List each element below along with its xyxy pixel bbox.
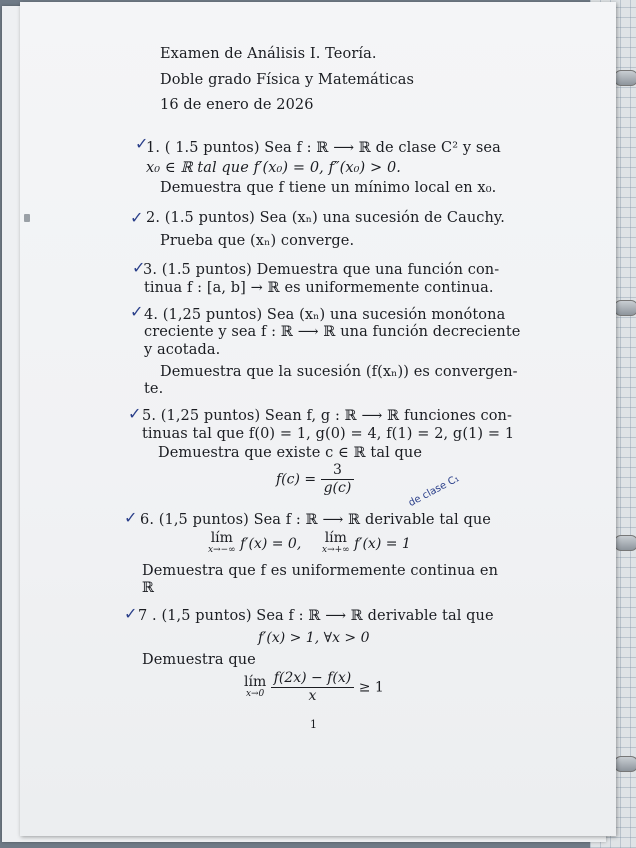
q6-line3: ℝ xyxy=(142,580,155,596)
q7-fraction xyxy=(271,670,355,705)
q6-limit-b xyxy=(322,532,411,556)
q7-frac-numerator: f(2x) − f(x) xyxy=(271,670,355,688)
checkmark-q6: ✓ xyxy=(124,508,138,527)
q6-lim-a-operator xyxy=(208,532,236,556)
handwritten-note: de clase C₁ xyxy=(406,473,462,509)
q6-lim-b-sub: x→+∞ xyxy=(322,545,350,555)
q7-frac-denominator: x xyxy=(308,688,317,704)
q7-lim-word: lím xyxy=(244,673,267,690)
q6-lim-a-sub: x→−∞ xyxy=(208,545,236,555)
q2-line2: Prueba que (xₙ) converge. xyxy=(160,233,355,249)
binder-ring xyxy=(614,756,636,772)
q2-line1: 2. (1.5 puntos) Sea (xₙ) una sucesión de Cauchy. xyxy=(146,210,505,226)
q7-line1: 7 . (1,5 puntos) Sea f : ℝ ⟶ ℝ derivable tal que xyxy=(138,608,494,624)
q5-line2: tinuas tal que f(0) = 1, g(0) = 4, f(1) = 2, g(1) = 1 xyxy=(142,426,515,442)
q5-eq-fraction xyxy=(321,462,355,497)
q6-lim-a-expr: f′(x) = 0, xyxy=(240,536,302,552)
q6-limit-a xyxy=(208,532,301,556)
q4-line4: Demuestra que la sucesión (f(xₙ)) es convergen- xyxy=(160,364,518,380)
q4-line1: 4. (1,25 puntos) Sea (xₙ) una sucesión monótona xyxy=(144,307,506,323)
q4-line2: creciente y sea f : ℝ ⟶ ℝ una función decreciente xyxy=(144,324,521,340)
q6-line1: 6. (1,5 puntos) Sea f : ℝ ⟶ ℝ derivable tal que xyxy=(140,512,491,528)
q6-line2: Demuestra que f es uniformemente continua en xyxy=(142,563,499,579)
binder-ring xyxy=(614,535,636,551)
q5-line1: 5. (1,25 puntos) Sean f, g : ℝ ⟶ ℝ funciones con- xyxy=(142,408,512,424)
q1-line3: Demuestra que f tiene un mínimo local en x₀. xyxy=(160,180,497,196)
binder-ring xyxy=(614,70,636,86)
q6-lim-b-operator xyxy=(322,532,350,556)
q7-lim-operator xyxy=(244,673,267,700)
q7-rhs: ≥ 1 xyxy=(358,679,384,696)
q7-eq1: f′(x) > 1, ∀x > 0 xyxy=(258,630,370,646)
checkmark-q3: ✓ xyxy=(132,258,146,277)
page-number: 1 xyxy=(310,718,318,731)
q7-line2: Demuestra que xyxy=(142,652,256,668)
q1-line2: x₀ ∈ ℝ tal que f′(x₀) = 0, f″(x₀) > 0. xyxy=(146,160,401,176)
q5-line3: Demuestra que existe c ∈ ℝ tal que xyxy=(158,445,423,461)
exam-sheet xyxy=(20,2,616,836)
q1-line1: 1. ( 1.5 puntos) Sea f : ℝ ⟶ ℝ de clase C² y sea xyxy=(146,140,501,156)
exam-title: Examen de Análisis I. Teoría. xyxy=(160,46,377,62)
q5-equation xyxy=(276,462,354,497)
q6-lim-b-expr: f′(x) = 1 xyxy=(354,536,411,552)
q7-lim-sub: x→0 xyxy=(245,688,265,699)
q5-eq-denominator: g(c) xyxy=(323,480,352,496)
q6-lim-b-word: lím xyxy=(324,530,347,546)
binder-ring xyxy=(614,300,636,316)
checkmark-q7: ✓ xyxy=(124,604,138,623)
exam-date: 16 de enero de 2026 xyxy=(160,97,314,113)
q6-lim-a-word: lím xyxy=(210,530,233,546)
q5-eq-lhs: f(c) = xyxy=(276,471,317,488)
checkmark-q5: ✓ xyxy=(128,404,142,423)
q5-eq-numerator: 3 xyxy=(321,462,355,480)
q3-line2: tinua f : [a, b] → ℝ es uniformemente continua. xyxy=(144,280,494,296)
q3-line1: 3. (1.5 puntos) Demuestra que una función con- xyxy=(143,262,500,278)
clip-mark xyxy=(24,214,30,222)
checkmark-q2: ✓ xyxy=(130,208,144,227)
q4-line3: y acotada. xyxy=(144,342,221,358)
q7-limit xyxy=(244,670,384,705)
checkmark-q1: ✓ xyxy=(135,134,149,153)
exam-degree: Doble grado Física y Matemáticas xyxy=(160,72,415,88)
q4-line5: te. xyxy=(144,381,164,397)
checkmark-q4: ✓ xyxy=(130,302,144,321)
